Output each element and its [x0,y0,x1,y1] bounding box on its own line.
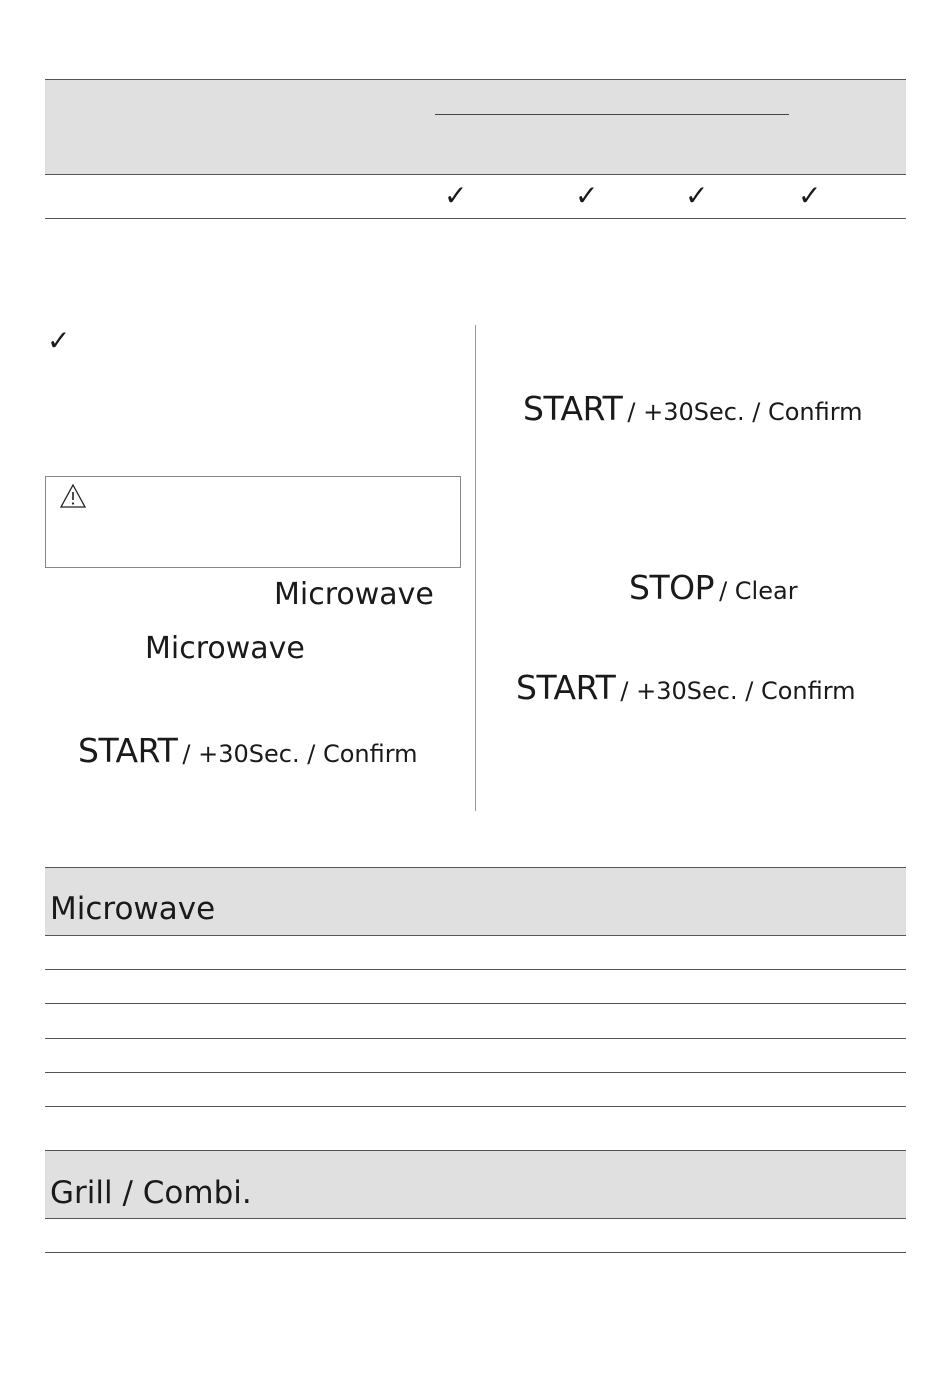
table-row-divider [45,1038,906,1039]
top-table-border-mid [45,174,906,175]
table-row-divider [45,935,906,936]
column-divider [475,325,476,811]
stop-command [629,568,798,607]
warning-triangle-icon [59,483,87,509]
start-command [78,731,418,770]
table-row-divider [45,1252,906,1253]
top-table-border-bottom [45,218,906,219]
stop-suffix: / Clear [719,577,798,605]
table-row-divider [45,1003,906,1004]
stop-label: STOP [629,568,714,607]
check-icon: ✓ [444,179,468,212]
start-label: START [516,668,616,707]
top-table-header [45,79,906,174]
grill-section-title: Grill / Combi. [50,1175,252,1211]
top-table-border-top [45,79,906,80]
check-icon: ✓ [685,179,709,212]
microwave-label: Microwave [145,631,305,666]
microwave-label: Microwave [274,577,434,612]
start-label: START [78,731,178,770]
table-row-divider [45,1072,906,1073]
check-icon: ✓ [575,179,599,212]
start-suffix: / +30Sec. / Confirm [627,398,863,426]
table-row-divider [45,1150,906,1151]
table-row-divider [45,969,906,970]
table-row-divider [45,867,906,868]
table-row-divider [45,1218,906,1219]
warning-box [45,476,461,568]
start-label: START [523,389,623,428]
start-command [516,668,856,707]
start-suffix: / +30Sec. / Confirm [620,677,856,705]
start-suffix: / +30Sec. / Confirm [182,740,418,768]
start-command [523,389,863,428]
table-row-divider [45,1106,906,1107]
microwave-section-title: Microwave [50,891,216,927]
check-icon: ✓ [798,179,822,212]
check-icon: ✓ [47,324,71,357]
top-table-group-underline [435,114,789,115]
